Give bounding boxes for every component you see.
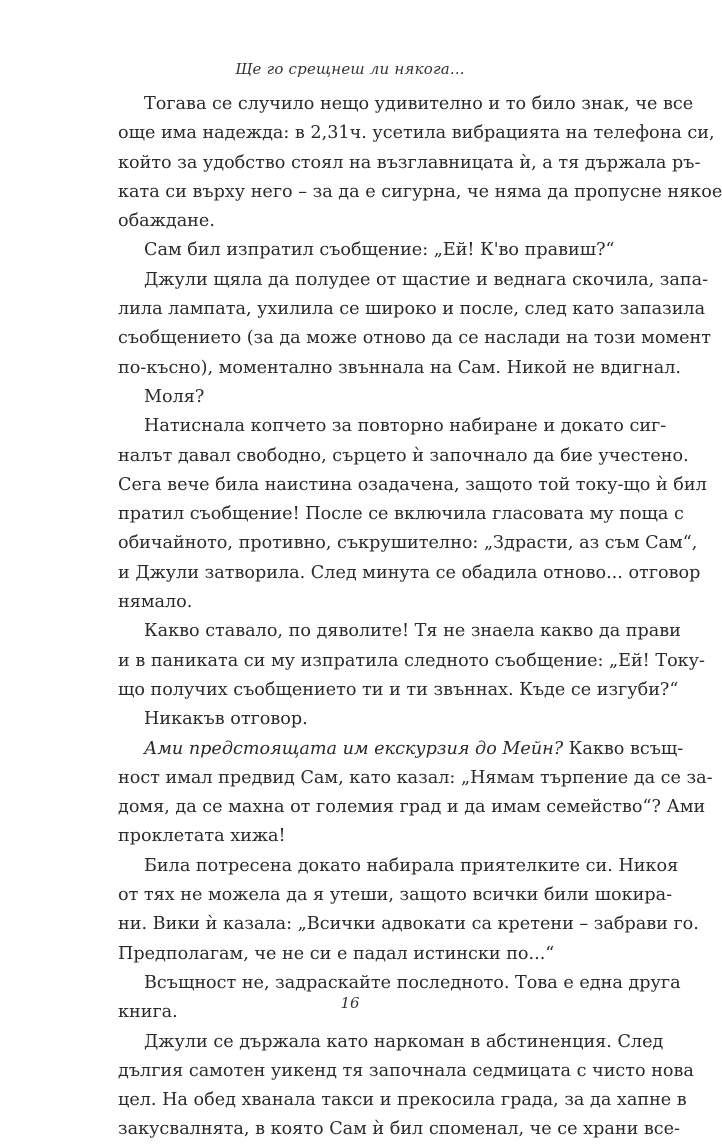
text-line: Джули се държала като наркоман в абстиненция. След <box>144 1031 664 1052</box>
text-line: Моля? <box>144 386 205 407</box>
text-line: домя, да се махна от големия град и да имам семейство“? Ами <box>118 797 706 818</box>
body-text <box>118 90 722 1145</box>
text-line: който за удобство стоял на възглавницата ѝ, а тя държала ръ- <box>118 152 701 173</box>
text-line: проклетата хижа! <box>118 826 286 847</box>
text-line: дългия самотен уикенд тя започнала седмицата с чисто нова <box>118 1060 694 1081</box>
text-line <box>118 735 684 764</box>
text-line: от тях не можела да я утеши, защото всички били шокира- <box>118 885 673 906</box>
text-line: ката си върху него – за да е сигурна, че няма да пропусне някое <box>118 181 722 202</box>
text-line: още има надежда: в 2,31ч. усетила вибрацията на телефона си, <box>118 123 715 144</box>
text-line: Сега вече била наистина озадачена, защото той току-що ѝ бил <box>118 474 707 495</box>
text-line: ност имал предвид Сам, като казал: „Нямам търпение да се за- <box>118 767 713 788</box>
text-run: Какво всъщ- <box>563 738 684 759</box>
text-line: Сам бил изпратил съобщение: „Ей! К'во правиш?“ <box>144 240 615 261</box>
text-line: и Джули затворила. След минута се обадила отново... отговор <box>118 562 701 583</box>
text-line: ни. Вики ѝ казала: „Всички адвокати са кретени – забрави го. <box>118 914 699 935</box>
text-line: Тогава се случило нещо удивително и то било знак, че все <box>144 94 694 114</box>
text-line: пратил съобщение! После се включила гласовата му поща с <box>118 504 684 525</box>
text-line: Предполагам, че не си е падал истински по...“ <box>118 943 555 964</box>
italic-text: Ами предстоящата им екскурзия до Мейн? <box>144 738 564 759</box>
text-line: цел. На обед хванала такси и прекосила града, за да хапне в <box>118 1090 687 1111</box>
text-line: обичайното, противно, съкрушително: „Здрасти, аз съм Сам“, <box>118 533 698 554</box>
text-line: Никакъв отговор. <box>144 709 308 730</box>
text-line: нямало. <box>118 592 193 613</box>
text-line: Какво ставало, по дяволите! Тя не знаела какво да прави <box>144 621 681 642</box>
text-line: съобщението (за да може отново да се наслади на този момент <box>118 328 711 349</box>
text-line: обаждане. <box>118 211 215 232</box>
text-line: по-късно), моментално звъннала на Сам. Никой не вдигнал. <box>118 357 681 378</box>
text-line: Била потресена докато набирала приятелките си. Никоя <box>144 855 679 876</box>
running-head: Ще го срещнеш ли някога... <box>235 60 465 78</box>
text-line: лила лампата, ухилила се широко и после, след като запазила <box>118 299 706 320</box>
text-line: закусвалнята, в която Сам ѝ бил споменал, че се храни все- <box>118 1119 681 1140</box>
text-line: книга. <box>118 1002 178 1023</box>
text-line: Джули щяла да полудее от щастие и веднага скочила, запа- <box>144 269 709 290</box>
text-line: налът давал свободно, сърцето ѝ започнало да бие учестено. <box>118 445 689 466</box>
text-line: що получих съобщението ти и ти звъннах. Къде се изгуби?“ <box>118 679 679 700</box>
text-line: Натиснала копчето за повторно набиране и докато сиг- <box>144 416 667 437</box>
text-line: и в паниката си му изпратила следното съобщение: „Ей! Току- <box>118 650 705 671</box>
page-number: 16 <box>340 994 360 1012</box>
text-line: Всъщност не, задраскайте последното. Това е една друга <box>144 972 681 993</box>
